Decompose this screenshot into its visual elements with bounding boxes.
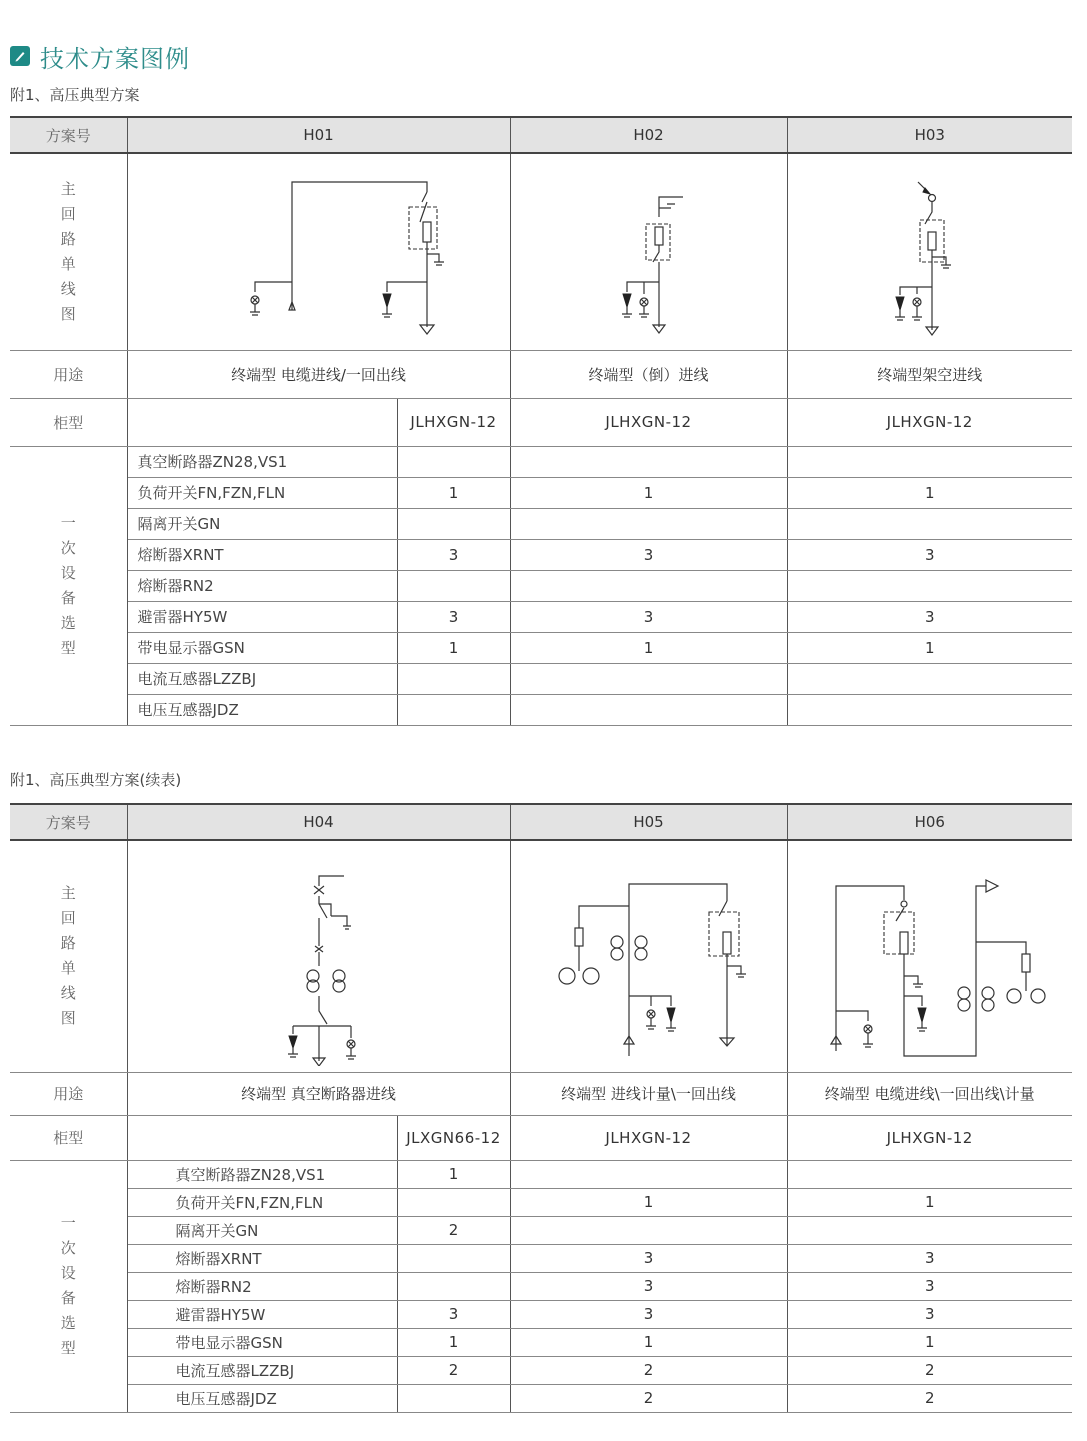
equipment-name: 带电显示器GSN [127, 632, 397, 663]
equipment-value [787, 570, 1072, 601]
page-title [10, 40, 190, 72]
equipment-row [10, 446, 1072, 477]
equipment-value: 1 [397, 477, 510, 508]
equipment-value [397, 1188, 510, 1216]
equipment-name: 负荷开关FN,FZN,FLN [127, 1188, 397, 1216]
equipment-row [10, 508, 1072, 539]
equipment-value: 3 [787, 1244, 1072, 1272]
usage-h02: 终端型（倒）进线 [510, 350, 787, 398]
cabinet-row [10, 398, 1072, 446]
equipment-value: 3 [510, 1300, 787, 1328]
equipment-value [397, 570, 510, 601]
equipment-name: 隔离开关GN [127, 508, 397, 539]
cabinet-h05: JLHXGN-12 [510, 1115, 787, 1160]
equipment-name: 熔断器RN2 [127, 570, 397, 601]
equipment-value [787, 694, 1072, 725]
equipment-value: 3 [397, 1300, 510, 1328]
equipment-value: 3 [787, 1300, 1072, 1328]
single-line-diagram-h04 [219, 846, 419, 1066]
equipment-value: 2 [510, 1356, 787, 1384]
cabinet-h02: JLHXGN-12 [510, 398, 787, 446]
usage-h01: 终端型 电缆进线/一回出线 [127, 350, 510, 398]
diagram-h05 [510, 840, 787, 1072]
usage-h06: 终端型 电缆进线\一回出线\计量 [787, 1072, 1072, 1115]
equipment-value: 1 [510, 477, 787, 508]
equipment-value [510, 694, 787, 725]
equipment-value [397, 1272, 510, 1300]
single-line-diagram-h06 [800, 846, 1060, 1066]
equipment-value: 2 [787, 1356, 1072, 1384]
cabinet-h04: JLXGN66-12 [397, 1115, 510, 1160]
single-line-diagram-h01 [169, 162, 469, 342]
scheme-h05: H05 [510, 804, 787, 840]
cabinet-label: 柜型 [10, 398, 127, 446]
equipment-label: 一次设备选型 [60, 513, 76, 657]
equipment-row [10, 539, 1072, 570]
equipment-value [510, 1160, 787, 1188]
equipment-row [10, 663, 1072, 694]
equipment-value: 1 [397, 632, 510, 663]
equipment-value [397, 446, 510, 477]
equipment-name: 真空断路器ZN28,VS1 [127, 1160, 397, 1188]
usage-h03: 终端型架空进线 [787, 350, 1072, 398]
equipment-name: 熔断器RN2 [127, 1272, 397, 1300]
scheme-table-2 [10, 803, 1072, 1413]
equipment-value: 1 [787, 1188, 1072, 1216]
equipment-value: 1 [397, 1328, 510, 1356]
equipment-row [10, 1328, 1072, 1356]
equipment-value [510, 570, 787, 601]
equipment-name: 隔离开关GN [127, 1216, 397, 1244]
equipment-value [510, 508, 787, 539]
equipment-value: 1 [397, 1160, 510, 1188]
section1-subtitle: 附1、高压典型方案 [10, 86, 140, 104]
diagram-h06 [787, 840, 1072, 1072]
equipment-value: 2 [397, 1356, 510, 1384]
equipment-row [10, 477, 1072, 508]
single-line-diagram-h05 [529, 846, 769, 1066]
equipment-value: 1 [510, 632, 787, 663]
equipment-value: 3 [397, 601, 510, 632]
diagram-label: 主回路单线图 [60, 884, 76, 1028]
equipment-value: 1 [787, 1328, 1072, 1356]
cabinet-h06: JLHXGN-12 [787, 1115, 1072, 1160]
equipment-name: 电流互感器LZZBJ [127, 1356, 397, 1384]
equipment-value: 2 [510, 1384, 787, 1412]
equipment-name: 电流互感器LZZBJ [127, 663, 397, 694]
equipment-row [10, 1272, 1072, 1300]
equipment-row [10, 632, 1072, 663]
equipment-value: 3 [787, 1272, 1072, 1300]
equipment-value: 3 [397, 539, 510, 570]
equipment-row [10, 1384, 1072, 1412]
equipment-value [397, 508, 510, 539]
equipment-name: 熔断器XRNT [127, 1244, 397, 1272]
equipment-value [397, 694, 510, 725]
pen-icon [10, 46, 30, 66]
equipment-value: 3 [787, 539, 1072, 570]
equipment-value: 3 [510, 1272, 787, 1300]
equipment-value: 2 [787, 1384, 1072, 1412]
equipment-value [397, 1384, 510, 1412]
scheme-h06: H06 [787, 804, 1072, 840]
equipment-value: 1 [787, 477, 1072, 508]
section2-subtitle: 附1、高压典型方案(续表) [10, 771, 182, 789]
equipment-name: 避雷器HY5W [127, 1300, 397, 1328]
scheme-h01: H01 [127, 117, 510, 153]
diagram-h03 [787, 153, 1072, 350]
equipment-row [10, 601, 1072, 632]
equipment-value [510, 446, 787, 477]
equipment-value: 1 [787, 632, 1072, 663]
equipment-value [787, 1160, 1072, 1188]
usage-h04: 终端型 真空断路器进线 [127, 1072, 510, 1115]
single-line-diagram-h03 [870, 162, 990, 342]
equipment-row [10, 1356, 1072, 1384]
equipment-row [10, 1188, 1072, 1216]
equipment-row [10, 1160, 1072, 1188]
diagram-row [10, 840, 1072, 1072]
usage-label: 用途 [10, 1072, 127, 1115]
scheme-h04: H04 [127, 804, 510, 840]
single-line-diagram-h02 [589, 162, 709, 342]
scheme-no-label: 方案号 [10, 804, 127, 840]
cabinet-row [10, 1115, 1072, 1160]
equipment-value [397, 663, 510, 694]
equipment-value: 3 [510, 539, 787, 570]
equipment-value [397, 1244, 510, 1272]
equipment-row [10, 1216, 1072, 1244]
equipment-value [787, 446, 1072, 477]
diagram-row [10, 153, 1072, 350]
equipment-value [787, 508, 1072, 539]
equipment-value [510, 1216, 787, 1244]
equipment-value: 3 [510, 601, 787, 632]
diagram-label: 主回路单线图 [60, 179, 76, 323]
equipment-value: 3 [787, 601, 1072, 632]
usage-h05: 终端型 进线计量\一回出线 [510, 1072, 787, 1115]
equipment-value [787, 1216, 1072, 1244]
equipment-name: 熔断器XRNT [127, 539, 397, 570]
equipment-name: 真空断路器ZN28,VS1 [127, 446, 397, 477]
scheme-h03: H03 [787, 117, 1072, 153]
equipment-row [10, 1244, 1072, 1272]
scheme-no-label: 方案号 [10, 117, 127, 153]
equipment-value [510, 663, 787, 694]
equipment-row [10, 1300, 1072, 1328]
equipment-value: 1 [510, 1328, 787, 1356]
diagram-h01 [127, 153, 510, 350]
equipment-label: 一次设备选型 [60, 1214, 76, 1357]
usage-row [10, 350, 1072, 398]
equipment-name: 电压互感器JDZ [127, 694, 397, 725]
equipment-name: 带电显示器GSN [127, 1328, 397, 1356]
cabinet-label: 柜型 [10, 1115, 127, 1160]
title-text: 技术方案图例 [40, 44, 190, 73]
equipment-name: 避雷器HY5W [127, 601, 397, 632]
equipment-row [10, 570, 1072, 601]
scheme-table-1 [10, 116, 1072, 726]
usage-row [10, 1072, 1072, 1115]
equipment-row [10, 694, 1072, 725]
scheme-h02: H02 [510, 117, 787, 153]
equipment-name: 负荷开关FN,FZN,FLN [127, 477, 397, 508]
header-row [10, 117, 1072, 153]
equipment-value: 1 [510, 1188, 787, 1216]
diagram-h02 [510, 153, 787, 350]
equipment-value [787, 663, 1072, 694]
equipment-value: 2 [397, 1216, 510, 1244]
usage-label: 用途 [10, 350, 127, 398]
header-row [10, 804, 1072, 840]
equipment-value: 3 [510, 1244, 787, 1272]
cabinet-h03: JLHXGN-12 [787, 398, 1072, 446]
equipment-name: 电压互感器JDZ [127, 1384, 397, 1412]
diagram-h04 [127, 840, 510, 1072]
cabinet-h01: JLHXGN-12 [397, 398, 510, 446]
